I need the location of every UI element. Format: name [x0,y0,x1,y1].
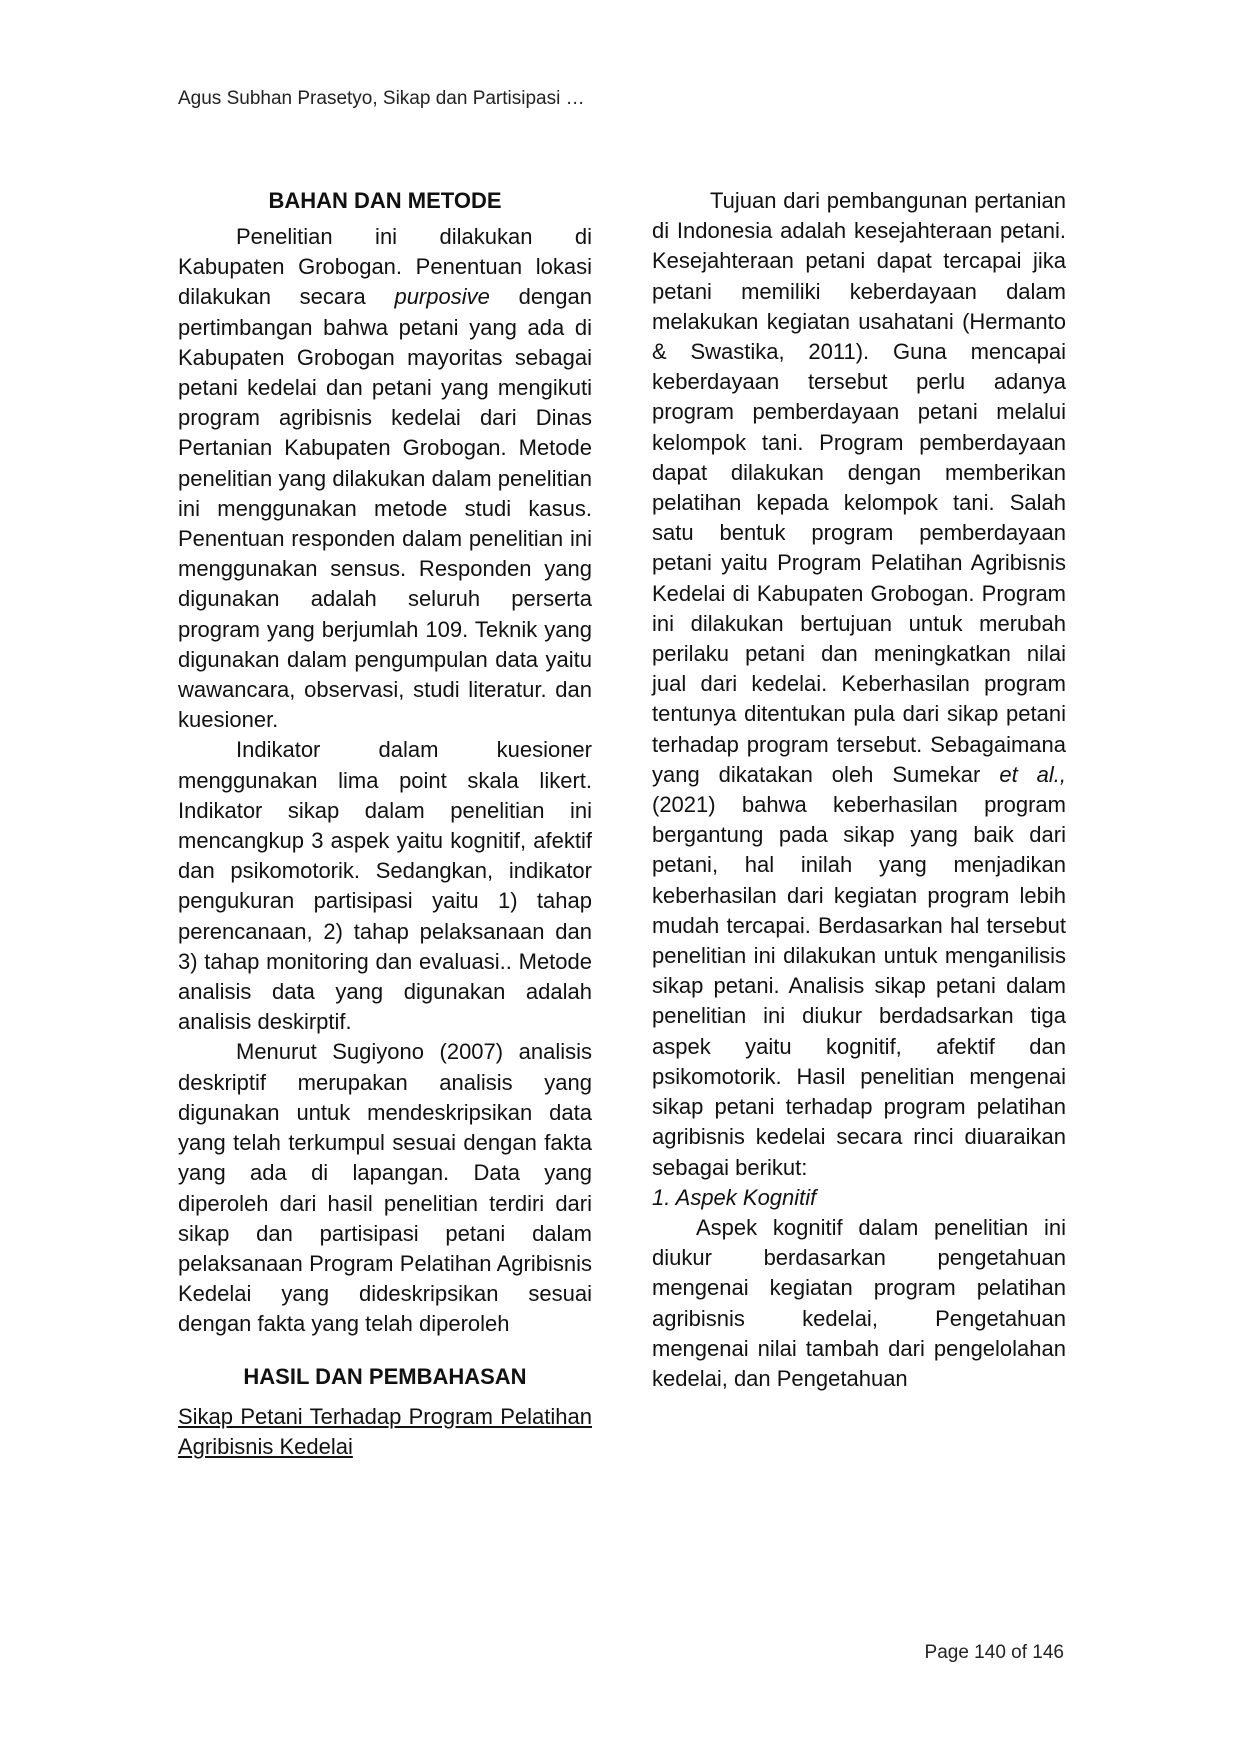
running-header: Agus Subhan Prasetyo, Sikap dan Partisipasi … [178,88,585,109]
methods-p1-rest: dengan pertimbangan bahwa petani yang ada di Kabupaten Grobogan mayoritas sebagai petani kedelai dan petani yang mengikuti program agribisnis kedelai dari Dinas Pertanian Kabupaten Grobogan. Metode penelitian yang dilakukan dalam penelitian ini menggunakan metode studi kasus. Penentuan responden dalam penelitian ini menggunakan sensus. Responden yang digunakan adalah seluruh perserta program yang berjumlah 109. Teknik yang digunakan dalam pengumpulan data yaitu wawancara, observasi, studi literatur. dan kuesioner. [178,284,592,733]
methods-p1-text: Penelitian ini dilakukan di Kabupaten Grobogan. Penentuan lokasi dilakukan secara [178,224,592,310]
methods-paragraph-3: Menurut Sugiyono (2007) analisis deskriptif merupakan analisis yang digunakan untuk mendeskripsikan data yang telah terkumpul sesuai dengan fakta yang ada di lapangan. Data yang diperoleh dari hasil penelitian terdiri dari sikap dan partisipasi petani dalam pelaksanaan Program Pelatihan Agribisnis Kedelai yang dideskripsikan sesuai dengan fakta yang telah diperoleh [178,1039,592,1337]
page-number: Page 140 of 146 [924,1642,1064,1663]
methods-heading: BAHAN DAN METODE [268,188,502,213]
results-heading: HASIL DAN PEMBAHASAN [243,1363,527,1389]
cognitive-aspect-heading: 1. Aspek Kognitif [652,1184,817,1210]
cognitive-paragraph: Aspek kognitif dalam penelitian ini diukur berdasarkan pengetahuan mengenai kegiatan program pelatihan agribisnis kedelai, Pengetahuan mengenai nilai tambah dari pengelolahan kedelai, dan Pengetahuan [652,1214,1066,1391]
left-column [178,186,592,1462]
methods-paragraph-1 [178,222,592,735]
results-paragraph-1 [652,186,1066,1183]
purposive-italic: purposive [394,284,490,310]
results-p1-text-b: (2021) bahwa keberhasilan program bergantung pada sikap yang baik dari petani, hal inilah yang menjadikan keberhasilan dari kegiatan program lebih mudah tercapai. Berdasarkan hal tersebut penelitian ini dilakukan untuk menganilisis sikap petani. Analisis sikap petani dalam penelitian ini diukur berdadsarkan tiga aspek yaitu kognitif, afektif dan psikomotorik. Hasil penelitian mengenai sikap petani terhadap program pelatihan agribisnis kedelai secara rinci diuaraikan sebagai berikut: [652,792,1066,1180]
et-al-italic: et al., [999,761,1066,787]
right-column [652,186,1066,1394]
results-p1-text-a: Tujuan dari pembangunan pertanian di Indonesia adalah kesejahteraan petani. Kesejahteraan petani dapat tercapai jika petani memiliki keberdayaan dalam melakukan kegiatan usahatani (Hermanto & Swastika, 2011). Guna mencapai keberdayaan tersebut perlu adanya program pemberdayaan petani melalui kelompok tani. Program pemberdayaan dapat dilakukan dengan memberikan pelatihan kepada kelompok tani. Salah satu bentuk program pemberdayaan petani yaitu Program Pelatihan Agribisnis Kedelai di Kabupaten Grobogan. Program ini dilakukan bertujuan untuk merubah perilaku petani dan meningkatkan nilai jual dari kedelai. Keberhasilan program tentunya ditentukan pula dari sikap petani terhadap program tersebut. Sebagaimana yang dikatakan oleh Sumekar [652,188,1066,787]
methods-paragraph-2: Indikator dalam kuesioner menggunakan lima point skala likert. Indikator sikap dalam penelitian ini mencangkup 3 aspek yaitu kognitif, afektif dan psikomotorik. Sedangkan, indikator pengukuran partisipasi yaitu 1) tahap perencanaan, 2) tahap pelaksanaan dan 3) tahap monitoring dan evaluasi.. Metode analisis data yang digunakan adalah analisis deskirptif. [178,737,592,1035]
results-subheading: Sikap Petani Terhadap Program Pelatihan Agribisnis Kedelai [178,1403,592,1459]
